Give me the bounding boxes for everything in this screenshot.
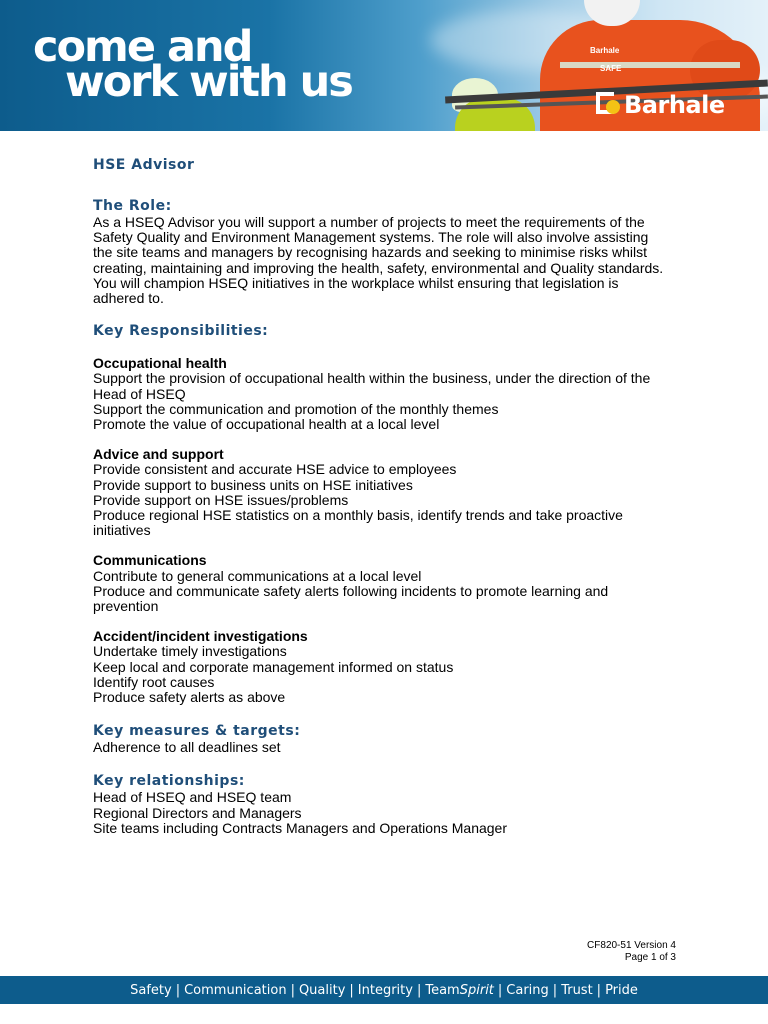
group-line: initiatives	[93, 522, 151, 539]
group-line: Keep local and corporate management informed on status	[93, 658, 454, 675]
group-title: Accident/incident investigations	[93, 628, 308, 645]
separator: |	[552, 982, 558, 998]
role-line: the site teams and managers by recognising hazards and seeking to minimise risks whilst	[93, 244, 648, 261]
relationships-line: Site teams including Contracts Managers and Operations Manager	[93, 819, 507, 836]
banner-headline	[33, 22, 352, 107]
responsibility-group	[93, 447, 693, 538]
logo-text: Barhale	[624, 91, 725, 119]
responsibility-group	[93, 629, 693, 705]
value-team: Team	[425, 982, 460, 998]
responsibility-group	[93, 356, 693, 432]
relationships-line: Regional Directors and Managers	[93, 804, 302, 821]
value-spirit: Spirit	[459, 982, 494, 998]
separator: |	[290, 982, 295, 998]
role-line: adhered to.	[93, 290, 164, 307]
reflective-stripe	[560, 62, 740, 68]
role-line: As a HSEQ Advisor you will support a number of projects to meet the requirements of the	[93, 214, 645, 230]
group-line: Contribute to general communications at a local level	[93, 567, 422, 584]
group-line: Produce and communicate safety alerts following incidents to promote learning and	[93, 582, 609, 599]
group-title: Occupational health	[93, 355, 227, 372]
separator: |	[349, 982, 354, 998]
group-line: Undertake timely investigations	[93, 643, 287, 660]
job-title: HSE Advisor	[93, 157, 195, 173]
relationships-line: Head of HSEQ and HSEQ team	[93, 789, 292, 806]
group-line: Produce regional HSE statistics on a monthly basis, identify trends and take proactive	[93, 507, 623, 524]
value-trust: Trust	[561, 982, 593, 998]
group-title: Communications	[93, 552, 207, 569]
group-line: Provide support on HSE issues/problems	[93, 491, 349, 508]
job-description	[93, 155, 693, 836]
value-quality: Quality	[298, 982, 346, 998]
value-communication: Communication	[184, 982, 287, 998]
value-integrity: Integrity	[357, 982, 413, 998]
measures-line: Adherence to all deadlines set	[93, 739, 281, 756]
responsibility-group	[93, 553, 693, 614]
role-line: You will champion HSEQ initiatives in the workplace whilst ensuring that legislation is	[93, 274, 619, 291]
barhale-logo	[596, 91, 725, 119]
document-reference	[587, 940, 676, 964]
group-title: Advice and support	[93, 446, 224, 463]
separator: |	[596, 982, 602, 998]
group-line: Produce safety alerts as above	[93, 689, 286, 706]
role-body	[93, 215, 693, 306]
values-bar	[0, 976, 768, 1004]
separator: |	[497, 982, 503, 998]
group-line: Support the provision of occupational health within the business, under the direction of the	[93, 370, 651, 387]
group-line: Identify root causes	[93, 673, 215, 690]
page-number: Page 1 of 3	[624, 952, 676, 963]
value-caring: Caring	[506, 982, 549, 998]
headline-line-1: come and	[33, 22, 252, 72]
role-line: creating, maintaining and improving the health, safety, environmental and Quality standards.	[93, 259, 664, 276]
vest-safe-text: SAFE	[600, 64, 622, 73]
barhale-logo-icon	[596, 92, 622, 118]
group-line: Head of HSEQ	[93, 385, 186, 402]
measures-heading: Key measures & targets:	[93, 723, 301, 740]
role-heading: The Role:	[93, 198, 172, 214]
role-line: Safety Quality and Environment Management systems. The role will also involve assisting	[93, 229, 649, 246]
relationships-heading: Key relationships:	[93, 773, 245, 790]
value-pride: Pride	[605, 982, 638, 998]
group-line: Provide support to business units on HSE initiatives	[93, 476, 413, 493]
vest-logo-text: Barhale	[590, 46, 620, 55]
group-line: Promote the value of occupational health at a local level	[93, 416, 440, 433]
group-line: Provide consistent and accurate HSE advice to employees	[93, 461, 457, 478]
headline-line-2: work with us	[65, 57, 352, 107]
header-banner	[0, 0, 768, 131]
value-safety: Safety	[130, 982, 172, 998]
separator: |	[416, 982, 422, 998]
responsibilities-heading: Key Responsibilities:	[93, 323, 269, 340]
group-line: Support the communication and promotion of the monthly themes	[93, 400, 499, 417]
separator: |	[175, 982, 181, 998]
value-teamspirit	[425, 983, 494, 998]
version-text: CF820-51 Version 4	[587, 940, 676, 951]
group-line: prevention	[93, 598, 159, 615]
